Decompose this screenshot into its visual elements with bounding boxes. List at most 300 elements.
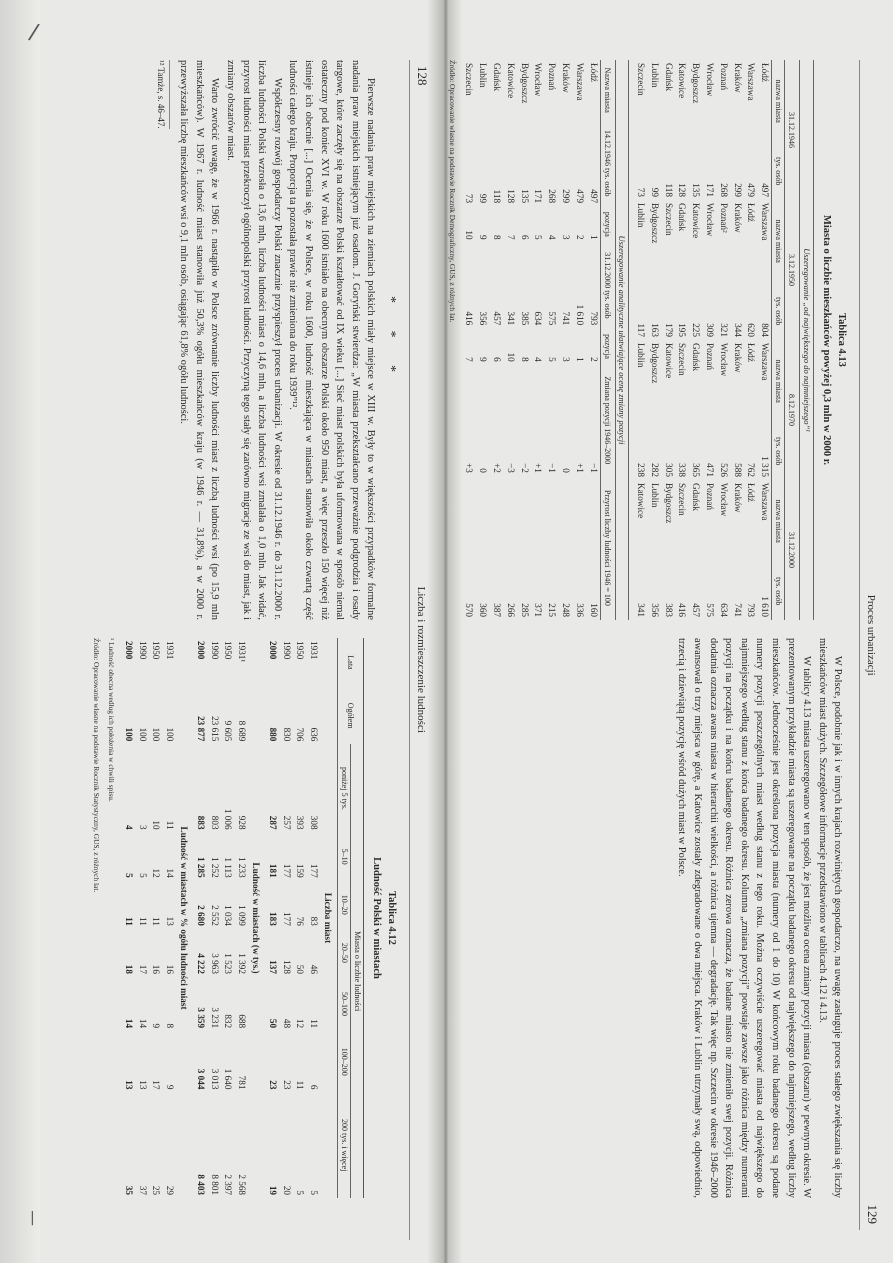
- running-head-title: Proces urbanizacji: [865, 594, 877, 676]
- table-cell: +1: [533, 463, 544, 473]
- table-row: [279, 638, 293, 1198]
- table-cell: 1931: [165, 641, 176, 660]
- table-cell: 9: [165, 1084, 176, 1090]
- table-cell: 1 252: [209, 857, 220, 878]
- table-cell: 832: [223, 1014, 234, 1029]
- paragraph: W tablicy 4.13 miasta uszeregowano w ten sposób, że jest możliwa ocena zmiany pozycji miasta (obszaru) w pewnym okresie. W prezentowanym przykładzie miasta są uszeregowane na początku badanego okresu od największego do najmniejszego, według liczby mieszkańców. Jednocześnie jest określona pozycja miasta (numery od 1 do 10) W końcowym roku badanego okresu są podane numery pozycji poszczególnych miast według stanu z tego roku. Można oczywiście uszeregować miasta od największego do najmniejszego według stanu z końca badanego okresu. Kolumna „zmiana pozycji” powstaje zawsze jako różnica między numerami pozycji na początku i na końcu badanego okresu. Różnica zerowa oznacza, że badane miasto nie zmieniło swej pozycji. Różnica dodatnia oznacza awans miasta w hierarchii wielkości, a różnica ujemna — degradację. Tak więc np. Szczecin w okresie 1946–2000 awansował o trzy miejsca w górę, a Katowice zostały zdegradowane o dwa miejsca. Kraków i Lublin utrzymały swą, odpowiednio, trzecią i dziewiątą pozycję wśród dużych miast w Polsce.: [676, 638, 813, 1198]
- table-cell: Poznań²: [718, 202, 729, 233]
- table-cell: 1 315: [760, 456, 771, 477]
- table-cell: 128: [677, 183, 688, 197]
- table-row: [633, 60, 647, 620]
- table-cell: 177: [281, 863, 292, 878]
- table-cell: 11: [123, 917, 134, 926]
- table-cell: 3 359: [195, 1007, 206, 1029]
- table-cell: 1 610: [574, 304, 585, 326]
- table-cell: 100: [123, 727, 134, 742]
- table-cell: Warszawa: [760, 342, 771, 381]
- pen-mark: |: [30, 1210, 35, 1226]
- table-cell: −2: [519, 463, 530, 473]
- table-cell: Wrocław: [705, 63, 716, 97]
- table-cell: 479: [746, 183, 757, 197]
- table-cell: 128: [505, 189, 516, 204]
- text-column: [446, 638, 859, 1198]
- table-cell: 238: [636, 463, 647, 477]
- table-cell: 100: [137, 727, 148, 742]
- table-cell: 177: [281, 912, 292, 926]
- table-cell: 356: [649, 603, 660, 617]
- table-cell: 225: [691, 323, 702, 337]
- table-cell: 50: [267, 1018, 278, 1029]
- table-cell: 762: [746, 463, 757, 477]
- table-cell: 171: [705, 183, 716, 197]
- table-cell: 12: [295, 1018, 306, 1029]
- table-cell: 11: [309, 1019, 320, 1029]
- table-cell: Warszawa: [574, 63, 585, 101]
- table-cell: 11: [165, 820, 176, 830]
- pen-mark: /: [26, 19, 41, 46]
- paragraph: W Polsce, podobnie jak i w innych krajach rozwiniętych gospodarczo, na uwagę zasługuje proces stałego zwiększania się liczby mieszkańców miast dużych. Szczegółowe informacje przedstawiono w tablicach 4.12 i 4.13.: [816, 638, 844, 1198]
- table-cell: 248: [560, 603, 571, 617]
- table-cell: 1990: [281, 641, 292, 660]
- col-header: poniżej 5 tys.: [338, 744, 351, 832]
- table-cell: Szczecin: [677, 342, 688, 376]
- table-cell: 741: [732, 603, 743, 617]
- table-cell: 135: [691, 183, 702, 197]
- section-title: Ludność w miastach (w tys.): [251, 862, 262, 974]
- table-cell: 570: [464, 603, 475, 617]
- table-cell: 299: [560, 189, 571, 204]
- page-number: 128: [415, 66, 430, 86]
- sub-header: tys. osób: [772, 142, 785, 200]
- table-cell: 588: [732, 463, 743, 477]
- table-cell: 5: [123, 873, 134, 878]
- table-cell: Szczecin: [464, 63, 475, 96]
- table-row: [586, 60, 600, 620]
- table-cell: 10: [151, 820, 162, 830]
- period-header: 31.12.1946: [785, 60, 798, 200]
- table-cell: 9 605: [223, 720, 234, 742]
- table-cell: 636: [309, 727, 320, 742]
- table-cell: Szczecin: [677, 482, 688, 516]
- table-cell: 338: [677, 463, 688, 477]
- table-row: [702, 60, 716, 620]
- table-cell: 1 523: [223, 953, 234, 974]
- table-cell: 6: [309, 1084, 320, 1090]
- table-cell: 416: [464, 311, 475, 326]
- col-header: pozycja: [600, 206, 613, 243]
- table-cell: 471: [705, 463, 716, 477]
- table-cell: 5: [137, 873, 148, 878]
- table-source: Źródło: Opracowanie własne na podstawie Rocznik Demograficzny, GUS, z różnych lat.: [447, 60, 457, 323]
- col-header: 31.12.2000 tys. osób: [600, 243, 613, 329]
- table-cell: 299: [732, 183, 743, 197]
- col-header: 100–200: [338, 1031, 351, 1092]
- table-cell: 4: [533, 357, 544, 362]
- table-cell: 1931: [309, 641, 320, 660]
- table-cell: 706: [295, 727, 306, 742]
- table-cell: +1: [574, 463, 585, 473]
- table-row: [531, 60, 545, 620]
- col-header: 50–100: [338, 977, 351, 1031]
- table-cell: 3 231: [209, 1007, 220, 1029]
- table-cell: Lublin: [649, 482, 660, 508]
- table-cell: 8 801: [209, 1174, 220, 1195]
- table-cell: 16: [165, 964, 176, 974]
- table-cell: Wrocław: [718, 342, 729, 377]
- table-cell: 387: [491, 603, 502, 617]
- table-cell: 803: [209, 815, 220, 830]
- table-cell: Kraków: [560, 63, 571, 93]
- table-title: Miasta o liczbie mieszkańców powyżej 0,3 mln w 2000 r.: [820, 214, 832, 466]
- table-cell: 83: [309, 916, 320, 926]
- table-cell: 741: [560, 311, 571, 326]
- table-cell: Warszawa: [760, 202, 771, 241]
- table-4-13: [446, 60, 859, 620]
- table-cell: Wrocław: [533, 63, 544, 97]
- table-cell: 928: [237, 815, 248, 830]
- sub-header: nazwa miasta: [772, 200, 785, 282]
- table-cell: 0: [478, 468, 489, 473]
- table-cell: 3: [137, 824, 148, 830]
- table-cell: 16: [151, 964, 162, 974]
- table-cell: 2: [588, 357, 599, 362]
- col-header: Nazwa miasta: [600, 60, 613, 120]
- table-caption: Uszeregowanie „od największego do najmniejszego”¹: [799, 60, 814, 620]
- table-cell: 308: [309, 815, 320, 830]
- table: [121, 638, 364, 1198]
- col-header: 10–20: [338, 881, 351, 929]
- col-header: 20–50: [338, 929, 351, 977]
- table-cell: 10: [464, 230, 475, 240]
- table-cell: 620: [746, 323, 757, 337]
- table-cell: 3 963: [209, 953, 220, 974]
- table-cell: 195: [677, 323, 688, 337]
- running-head-title: Liczba i rozmieszczenie ludności: [415, 586, 427, 733]
- table-cell: 336: [574, 603, 585, 617]
- table-row: [265, 638, 279, 1198]
- table-cell: 383: [663, 603, 674, 617]
- table-cell: 48: [281, 1018, 292, 1029]
- table-cell: Łódź: [588, 63, 599, 82]
- table-row: [572, 60, 586, 620]
- table-cell: 287: [267, 815, 278, 830]
- table-cell: 7: [505, 234, 516, 240]
- table-cell: 160: [588, 603, 599, 617]
- table-cell: 1: [588, 234, 599, 240]
- table-cell: Łódź: [746, 342, 757, 362]
- table-cell: 14: [137, 1018, 148, 1029]
- table-cell: 8: [519, 357, 530, 362]
- table-cell: Katowice: [663, 342, 674, 379]
- table-cell: 305: [663, 463, 674, 477]
- table-cell: 634: [533, 311, 544, 326]
- table-cell: 282: [649, 463, 660, 477]
- table-cell: 183: [267, 912, 278, 926]
- table-cell: 215: [547, 603, 558, 617]
- table-cell: 1 006: [223, 808, 234, 830]
- table-cell: Kraków: [732, 482, 743, 513]
- table-cell: +2: [491, 463, 502, 473]
- table-cell: Gdańsk: [491, 63, 502, 92]
- table-cell: Bydgoszcz: [691, 63, 702, 104]
- table-cell: 880: [267, 727, 278, 742]
- table-cell: +3: [464, 463, 475, 473]
- sub-header: tys. osób: [772, 282, 785, 340]
- table-cell: 163: [649, 323, 660, 337]
- table-cell: 4: [547, 234, 558, 240]
- table-row: [489, 60, 503, 620]
- table-cell: 181: [267, 863, 278, 878]
- table-cell: 526: [718, 463, 729, 477]
- table-cell: 356: [478, 311, 489, 326]
- footnote: ¹² Tamże, s. 46–47.: [153, 60, 170, 129]
- table-cell: Katowice: [636, 482, 647, 519]
- table-row: [162, 638, 176, 1198]
- table-cell: 2 397: [223, 1174, 234, 1195]
- table-cell: 73: [464, 193, 475, 204]
- table-cell: 19: [267, 1185, 278, 1195]
- table-cell: 793: [588, 311, 599, 326]
- table-cell: 688: [237, 1014, 248, 1029]
- table-cell: 4 222: [195, 953, 206, 974]
- table-cell: 8: [491, 234, 502, 240]
- table-cell: Łódź: [760, 63, 771, 82]
- table-cell: Łódź: [746, 202, 757, 222]
- col-header: 14.12.1946 tys. osób: [600, 120, 613, 206]
- table-cell: 2 680: [195, 905, 206, 926]
- table-cell: Bydgoszcz: [649, 202, 660, 244]
- table-cell: Kraków: [732, 202, 743, 233]
- table-cell: 118: [491, 189, 502, 204]
- table-cell: 128: [281, 960, 292, 974]
- table-cell: 1 610: [760, 596, 771, 617]
- table-row: [462, 60, 476, 620]
- table-row: [716, 60, 730, 620]
- table-cell: 1950: [151, 641, 162, 660]
- sub-header: nazwa miasta: [772, 60, 785, 142]
- table-cell: 2000: [123, 641, 134, 660]
- table-cell: 135: [519, 189, 530, 204]
- period-header: 3.12.1950: [785, 200, 798, 340]
- table-row: [221, 638, 235, 1198]
- table-cell: 1990: [137, 641, 148, 660]
- table-cell: 309: [705, 323, 716, 337]
- table-cell: 20: [281, 1185, 292, 1195]
- table-cell: 12: [151, 868, 162, 878]
- col-header: Zmiana pozycji 1946–2000: [600, 365, 613, 476]
- table-cell: Wrocław: [718, 482, 729, 517]
- table-cell: Gdańsk: [677, 202, 688, 232]
- table-cell: 1950: [295, 641, 306, 660]
- table-cell: 5: [547, 357, 558, 362]
- table-cell: 2000: [267, 641, 278, 660]
- table-cell: 0: [560, 468, 571, 473]
- table-cell: Warszawa: [746, 63, 757, 101]
- running-head: [410, 60, 433, 1240]
- table-cell: Katowice: [691, 202, 702, 239]
- table-caption: Uszeregowanie analityczne ułatwiające ocenę zmiany pozycji: [615, 60, 630, 620]
- table-cell: 5: [295, 1190, 306, 1195]
- table-cell: 11: [151, 916, 162, 926]
- table-cell: 830: [281, 727, 292, 742]
- table-cell: 321: [718, 323, 729, 337]
- table-cell: 268: [718, 183, 729, 197]
- table-cell: 11: [295, 1080, 306, 1090]
- table-source: Źródło: Opracowanie własne na podstawie Rocznik Statystyczny, GUS, z różnych lat.: [91, 638, 101, 893]
- table-cell: 3 013: [209, 1068, 220, 1090]
- table-cell: Poznań: [705, 482, 716, 510]
- table-cell: 883: [195, 815, 206, 830]
- table-cell: 13: [123, 1080, 134, 1090]
- table-cell: 3: [560, 357, 571, 362]
- table-cell: Bydgoszcz: [663, 482, 674, 524]
- table-cell: Poznań: [705, 342, 716, 371]
- table-cell: 25: [151, 1185, 162, 1195]
- table-row: [475, 60, 489, 620]
- table-cell: 11: [137, 916, 148, 926]
- table-cell: 35: [123, 1185, 134, 1195]
- section-title: Liczba miast: [323, 892, 333, 944]
- table-cell: 1950: [223, 641, 234, 660]
- table-cell: 23: [281, 1080, 292, 1090]
- table-cell: 23 615: [209, 716, 220, 742]
- table-cell: 1 233: [237, 857, 248, 878]
- table-row: [757, 60, 771, 620]
- table-cell: 393: [295, 815, 306, 830]
- table-row: [306, 638, 320, 1198]
- col-header: 5–10: [338, 833, 351, 881]
- table-cell: 13: [137, 1080, 148, 1090]
- table-cell: 137: [267, 960, 278, 974]
- table-cell: 177: [309, 863, 320, 878]
- table-cell: 118: [663, 183, 674, 197]
- table-cell: 3: [560, 234, 571, 240]
- table-title: Ludność Polski w miastach: [370, 857, 382, 979]
- table-cell: 99: [478, 193, 489, 204]
- table-cell: 341: [636, 603, 647, 617]
- table-row: [503, 60, 517, 620]
- table-row: [544, 60, 558, 620]
- paragraph: Pierwsze nadania praw miejskich na ziemiach polskich miały miejsce w XIII w. Były to w większości przypadków formalne nadania praw miejskich istniejącym już osadom. J. Goryński stwierdza: „W miasta przekształcano przeważnie podgrodzia i osady targowe, które zaczęły się na obszarze Polski kształtować od IX wieku [...] Sieć miast polskich była uformowana w sposób niemal ostateczny pod koniec XVI w. W roku 1600 istniało na obecnym obszarze Polski około 950 miast, a więc przeszło 150 więcej niż istnieje ich obecnie [...] Ocenia się, że w Polsce, w roku 1600, ludność mieszkająca w miastach stanowiła około czwartą część ludności całego kraju. Proporcja ta pozostała prawie nie zmieniona do roku 1939”¹².: [287, 60, 377, 620]
- table-row: [149, 638, 163, 1198]
- table-cell: 179: [663, 323, 674, 337]
- table-row: [647, 60, 661, 620]
- table-row: [517, 60, 531, 620]
- table-cell: 10: [505, 352, 516, 362]
- table-cell: 781: [237, 1075, 248, 1090]
- table-label: Tablica 4.12: [386, 891, 398, 945]
- section-stars: * * *: [383, 296, 399, 384]
- table-row: [558, 60, 572, 620]
- table-cell: 4: [123, 824, 134, 830]
- period-header: 8.12.1970: [785, 340, 798, 480]
- table-cell: 1 285: [195, 857, 206, 878]
- table-cell: 457: [691, 603, 702, 617]
- table-cell: 17: [137, 964, 148, 974]
- paragraph: Współczesny rozwój gospodarczy Polski znacznie przyspieszył proces urbanizacji. W okresie od 31.12.1946 r. do 31.12.2000 r. liczba ludności Polski wzrosła o 13,6 mln, liczba ludności miast o 14,6 mln, a liczba ludności wsi zmalała o 1,0 mln. Jak widać, przyrost ludności miast przekroczył ogólnopolski przyrost ludności. Przyczyną tego stały się zarówno migracje ze wsi do miast, jak i zmiany obszarów miast.: [225, 60, 283, 620]
- table-cell: 365: [691, 463, 702, 477]
- section-title: Ludność w miastach w % ogółu ludności miast: [179, 826, 190, 1010]
- table-cell: 73: [636, 187, 647, 197]
- table-cell: 8: [165, 1023, 176, 1029]
- table-cell: 9: [478, 234, 489, 240]
- table-cell: 13: [165, 916, 176, 926]
- table-cell: Wrocław: [705, 202, 716, 237]
- table-top: [633, 60, 797, 620]
- table-row: [744, 60, 758, 620]
- table-cell: 371: [533, 603, 544, 617]
- col-header: pozycja: [600, 328, 613, 365]
- table-row: [688, 60, 702, 620]
- sub-header: tys. osób: [772, 562, 785, 620]
- table-cell: 100: [151, 727, 162, 742]
- table-cell: Katowice: [505, 63, 516, 99]
- table-row: [234, 638, 248, 1198]
- sub-header: tys. osób: [772, 422, 785, 480]
- table-row: [661, 60, 675, 620]
- table-cell: 8 403: [195, 1174, 206, 1195]
- table-cell: 100: [165, 727, 176, 742]
- table-cell: 497: [588, 189, 599, 204]
- table-cell: 575: [547, 311, 558, 326]
- page-number: 129: [865, 1204, 880, 1224]
- table-cell: 29: [165, 1185, 176, 1195]
- table-cell: Lublin: [478, 63, 489, 88]
- table-cell: 266: [505, 603, 516, 617]
- table-cell: 1 099: [237, 905, 248, 926]
- paragraph: Warto zwrócić uwagę, że w 1966 r. nastąpiło w Polsce zrównanie liczby ludności miast z liczbą ludności wsi (po 15,9 mln mieszkańców). W 1967 r. ludność miast stanowiła już 50,3% ogółu mieszkańców kraju (w 1946 r. — 31,8%), a w 2000 r. przewyższała liczbę mieszkańców wsi o 9,1 mln osób, osiągając 61,8% ogółu ludności.: [178, 60, 221, 620]
- table-cell: Katowice: [677, 63, 688, 99]
- table-cell: Szczecin: [663, 202, 674, 236]
- table-cell: 1990: [209, 641, 220, 660]
- table-cell: Kraków: [732, 63, 743, 93]
- group-header: Miasta o liczbie ludności: [351, 744, 364, 1198]
- table-cell: 1 392: [237, 953, 248, 974]
- table-cell: 117: [636, 323, 647, 337]
- table-cell: Łódź: [746, 482, 757, 502]
- table-cell: Kraków: [732, 342, 743, 373]
- table-row: [675, 60, 689, 620]
- table-cell: Lublin: [636, 342, 647, 368]
- table-cell: 575: [705, 603, 716, 617]
- table-cell: 76: [295, 916, 306, 926]
- table-4-12: [91, 638, 410, 1198]
- table-cell: 9: [478, 357, 489, 362]
- table-cell: 6: [519, 234, 530, 240]
- table-cell: 793: [746, 603, 757, 617]
- page-129: [447, 60, 882, 1230]
- table-cell: Lublin: [649, 63, 660, 88]
- table-cell: 1931¹: [237, 641, 248, 663]
- table-note: ¹ Ludność obecna według ich położenia w chwili spisu.: [107, 638, 117, 802]
- table-cell: Gdańsk: [691, 342, 702, 372]
- table-cell: Poznań: [718, 63, 729, 91]
- table-cell: Bydgoszcz: [519, 63, 530, 104]
- table-cell: 416: [677, 603, 688, 617]
- table-cell: 457: [491, 311, 502, 326]
- table-cell: 360: [478, 603, 489, 617]
- table-cell: 344: [732, 323, 743, 337]
- table-cell: 257: [281, 815, 292, 830]
- table-cell: 23 877: [195, 716, 206, 742]
- table-cell: 2 552: [209, 905, 220, 926]
- table-cell: 1: [574, 357, 585, 362]
- table-cell: Lublin: [636, 202, 647, 228]
- table-cell: −3: [505, 463, 516, 473]
- running-head: [860, 60, 883, 1230]
- table-cell: 634: [718, 603, 729, 617]
- sub-header: nazwa miasta: [772, 340, 785, 422]
